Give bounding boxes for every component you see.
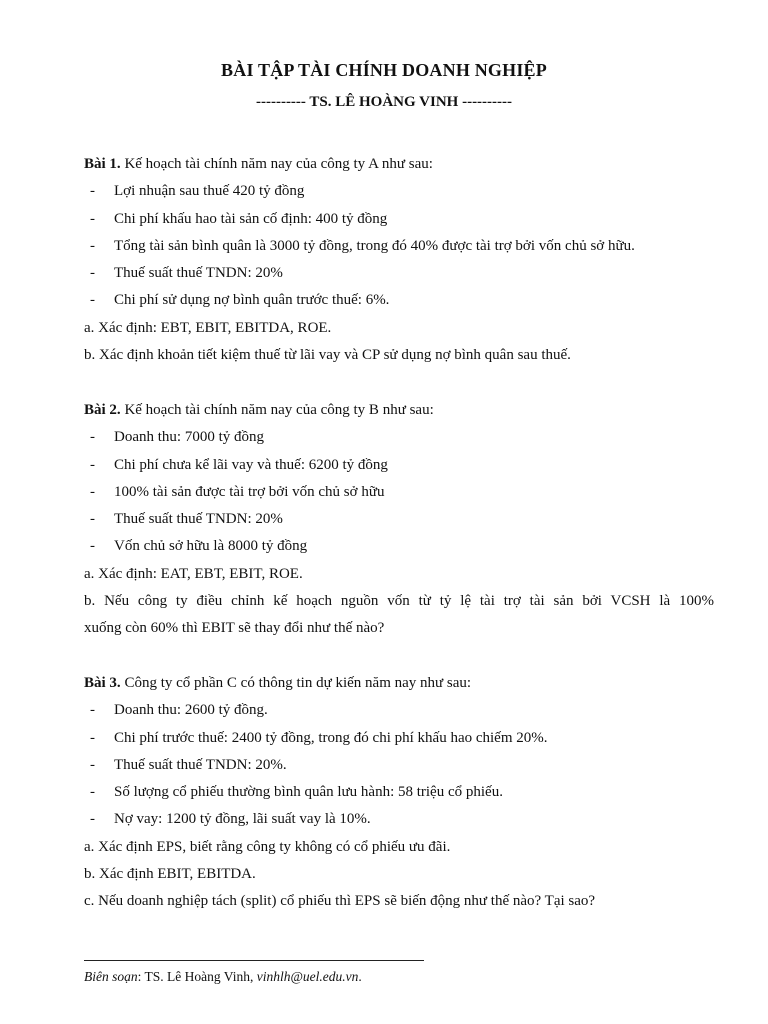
- question-b: b. Nếu công ty điều chỉnh kế hoạch nguồn vốn từ tỷ lệ tài trợ tài sản bởi VCSH là 100%: [84, 593, 714, 610]
- list-item-text: 100% tài sản được tài trợ bởi vốn chủ sở hữu: [114, 483, 385, 500]
- list-item-text: Số lượng cổ phiếu thường bình quân lưu hành: 58 triệu cổ phiếu.: [114, 784, 503, 801]
- exercise-intro: Kế hoạch tài chính năm nay của công ty B như sau:: [120, 402, 434, 418]
- list-item: [84, 506, 714, 533]
- exercise-heading: [84, 151, 714, 178]
- footer: [84, 969, 362, 985]
- footer-email: vinhlh@uel.edu.vn: [256, 969, 359, 984]
- exercise-1: [84, 151, 714, 369]
- list-item-text: Thuế suất thuế TNDN: 20%: [114, 511, 283, 528]
- bullet-dash: -: [90, 702, 95, 719]
- footer-divider: [84, 960, 424, 961]
- list-item-text: Lợi nhuận sau thuế 420 tỷ đồng: [114, 183, 305, 200]
- bullet-dash: -: [90, 265, 95, 282]
- list-item-text: Chi phí trước thuế: 2400 tỷ đồng, trong đó chi phí khấu hao chiếm 20%.: [114, 729, 548, 746]
- list-item: [84, 697, 714, 724]
- list-item-text: Doanh thu: 7000 tỷ đồng: [114, 429, 264, 446]
- question-a: a. Xác định EPS, biết rằng công ty không có cổ phiếu ưu đãi.: [84, 838, 451, 855]
- exercise-label: Bài 2.: [84, 402, 121, 418]
- bullet-dash: -: [90, 483, 95, 500]
- question-c: c. Nếu doanh nghiệp tách (split) cổ phiếu thì EPS sẽ biến động như thế nào? Tại sao?: [84, 893, 596, 910]
- exercise-label: Bài 1.: [84, 156, 121, 172]
- list-item-text: Thuế suất thuế TNDN: 20%.: [114, 756, 287, 773]
- footer-end: .: [358, 969, 362, 984]
- list-item: [84, 260, 714, 287]
- list-item: [84, 452, 714, 479]
- list-item: [84, 206, 714, 233]
- bullet-dash: -: [90, 756, 95, 773]
- list-item: [84, 806, 714, 833]
- list-item: [84, 233, 714, 260]
- exercise-2: [84, 397, 714, 643]
- bullet-dash: -: [90, 429, 95, 446]
- bullet-dash: -: [90, 538, 95, 555]
- list-item: [84, 424, 714, 451]
- footer-author: TS. Lê Hoàng Vinh,: [144, 969, 257, 984]
- list-item: [84, 178, 714, 205]
- question-a: a. Xác định: EBT, EBIT, EBITDA, ROE.: [84, 319, 332, 336]
- bullet-dash: -: [90, 511, 95, 528]
- list-item-text: Doanh thu: 2600 tỷ đồng.: [114, 702, 268, 719]
- question-a: a. Xác định: EAT, EBT, EBIT, ROE.: [84, 565, 303, 582]
- bullet-dash: -: [90, 237, 95, 254]
- list-item: [84, 479, 714, 506]
- list-item: [84, 533, 714, 560]
- document-title: BÀI TẬP TÀI CHÍNH DOANH NGHIỆP: [221, 60, 547, 80]
- question-b-continued: xuống còn 60% thì EBIT sẽ thay đổi như thế nào?: [84, 620, 385, 637]
- exercise-intro: Kế hoạch tài chính năm nay của công ty A như sau:: [120, 156, 433, 172]
- list-item: [84, 287, 714, 314]
- list-item: [84, 725, 714, 752]
- bullet-dash: -: [90, 784, 95, 801]
- bullet-dash: -: [90, 811, 95, 828]
- exercise-heading: [84, 397, 714, 424]
- list-item-text: Chi phí khấu hao tài sản cố định: 400 tỷ đồng: [114, 210, 388, 227]
- bullet-dash: -: [90, 729, 95, 746]
- exercise-label: Bài 3.: [84, 675, 121, 691]
- exercise-3: [84, 670, 714, 916]
- exercise-intro: Công ty cổ phần C có thông tin dự kiến năm nay như sau:: [120, 675, 472, 691]
- list-item-text: Vốn chủ sở hữu là 8000 tỷ đồng: [114, 538, 308, 555]
- author-line: ---------- TS. LÊ HOÀNG VINH ----------: [255, 94, 513, 110]
- list-item-text: Thuế suất thuế TNDN: 20%: [114, 265, 283, 282]
- bullet-dash: -: [90, 183, 95, 200]
- bullet-dash: -: [90, 456, 95, 473]
- list-item: [84, 779, 714, 806]
- list-item-text: Tổng tài sản bình quân là 3000 tỷ đồng, trong đó 40% được tài trợ bởi vốn chủ sở hữu.: [114, 237, 635, 254]
- question-b: b. Xác định khoản tiết kiệm thuế từ lãi vay và CP sử dụng nợ bình quân sau thuế.: [84, 347, 571, 364]
- bullet-dash: -: [90, 292, 95, 309]
- list-item-text: Chi phí sử dụng nợ bình quân trước thuế: 6%.: [114, 292, 390, 309]
- question-b: b. Xác định EBIT, EBITDA.: [84, 866, 256, 883]
- bullet-dash: -: [90, 210, 95, 227]
- list-item-text: Nợ vay: 1200 tỷ đồng, lãi suất vay là 10%.: [114, 811, 371, 828]
- footer-label: Biên soạn: [84, 969, 138, 984]
- footer-separator: :: [137, 969, 145, 984]
- list-item: [84, 752, 714, 779]
- exercise-heading: [84, 670, 714, 697]
- list-item-text: Chi phí chưa kể lãi vay và thuế: 6200 tỷ đồng: [114, 456, 388, 473]
